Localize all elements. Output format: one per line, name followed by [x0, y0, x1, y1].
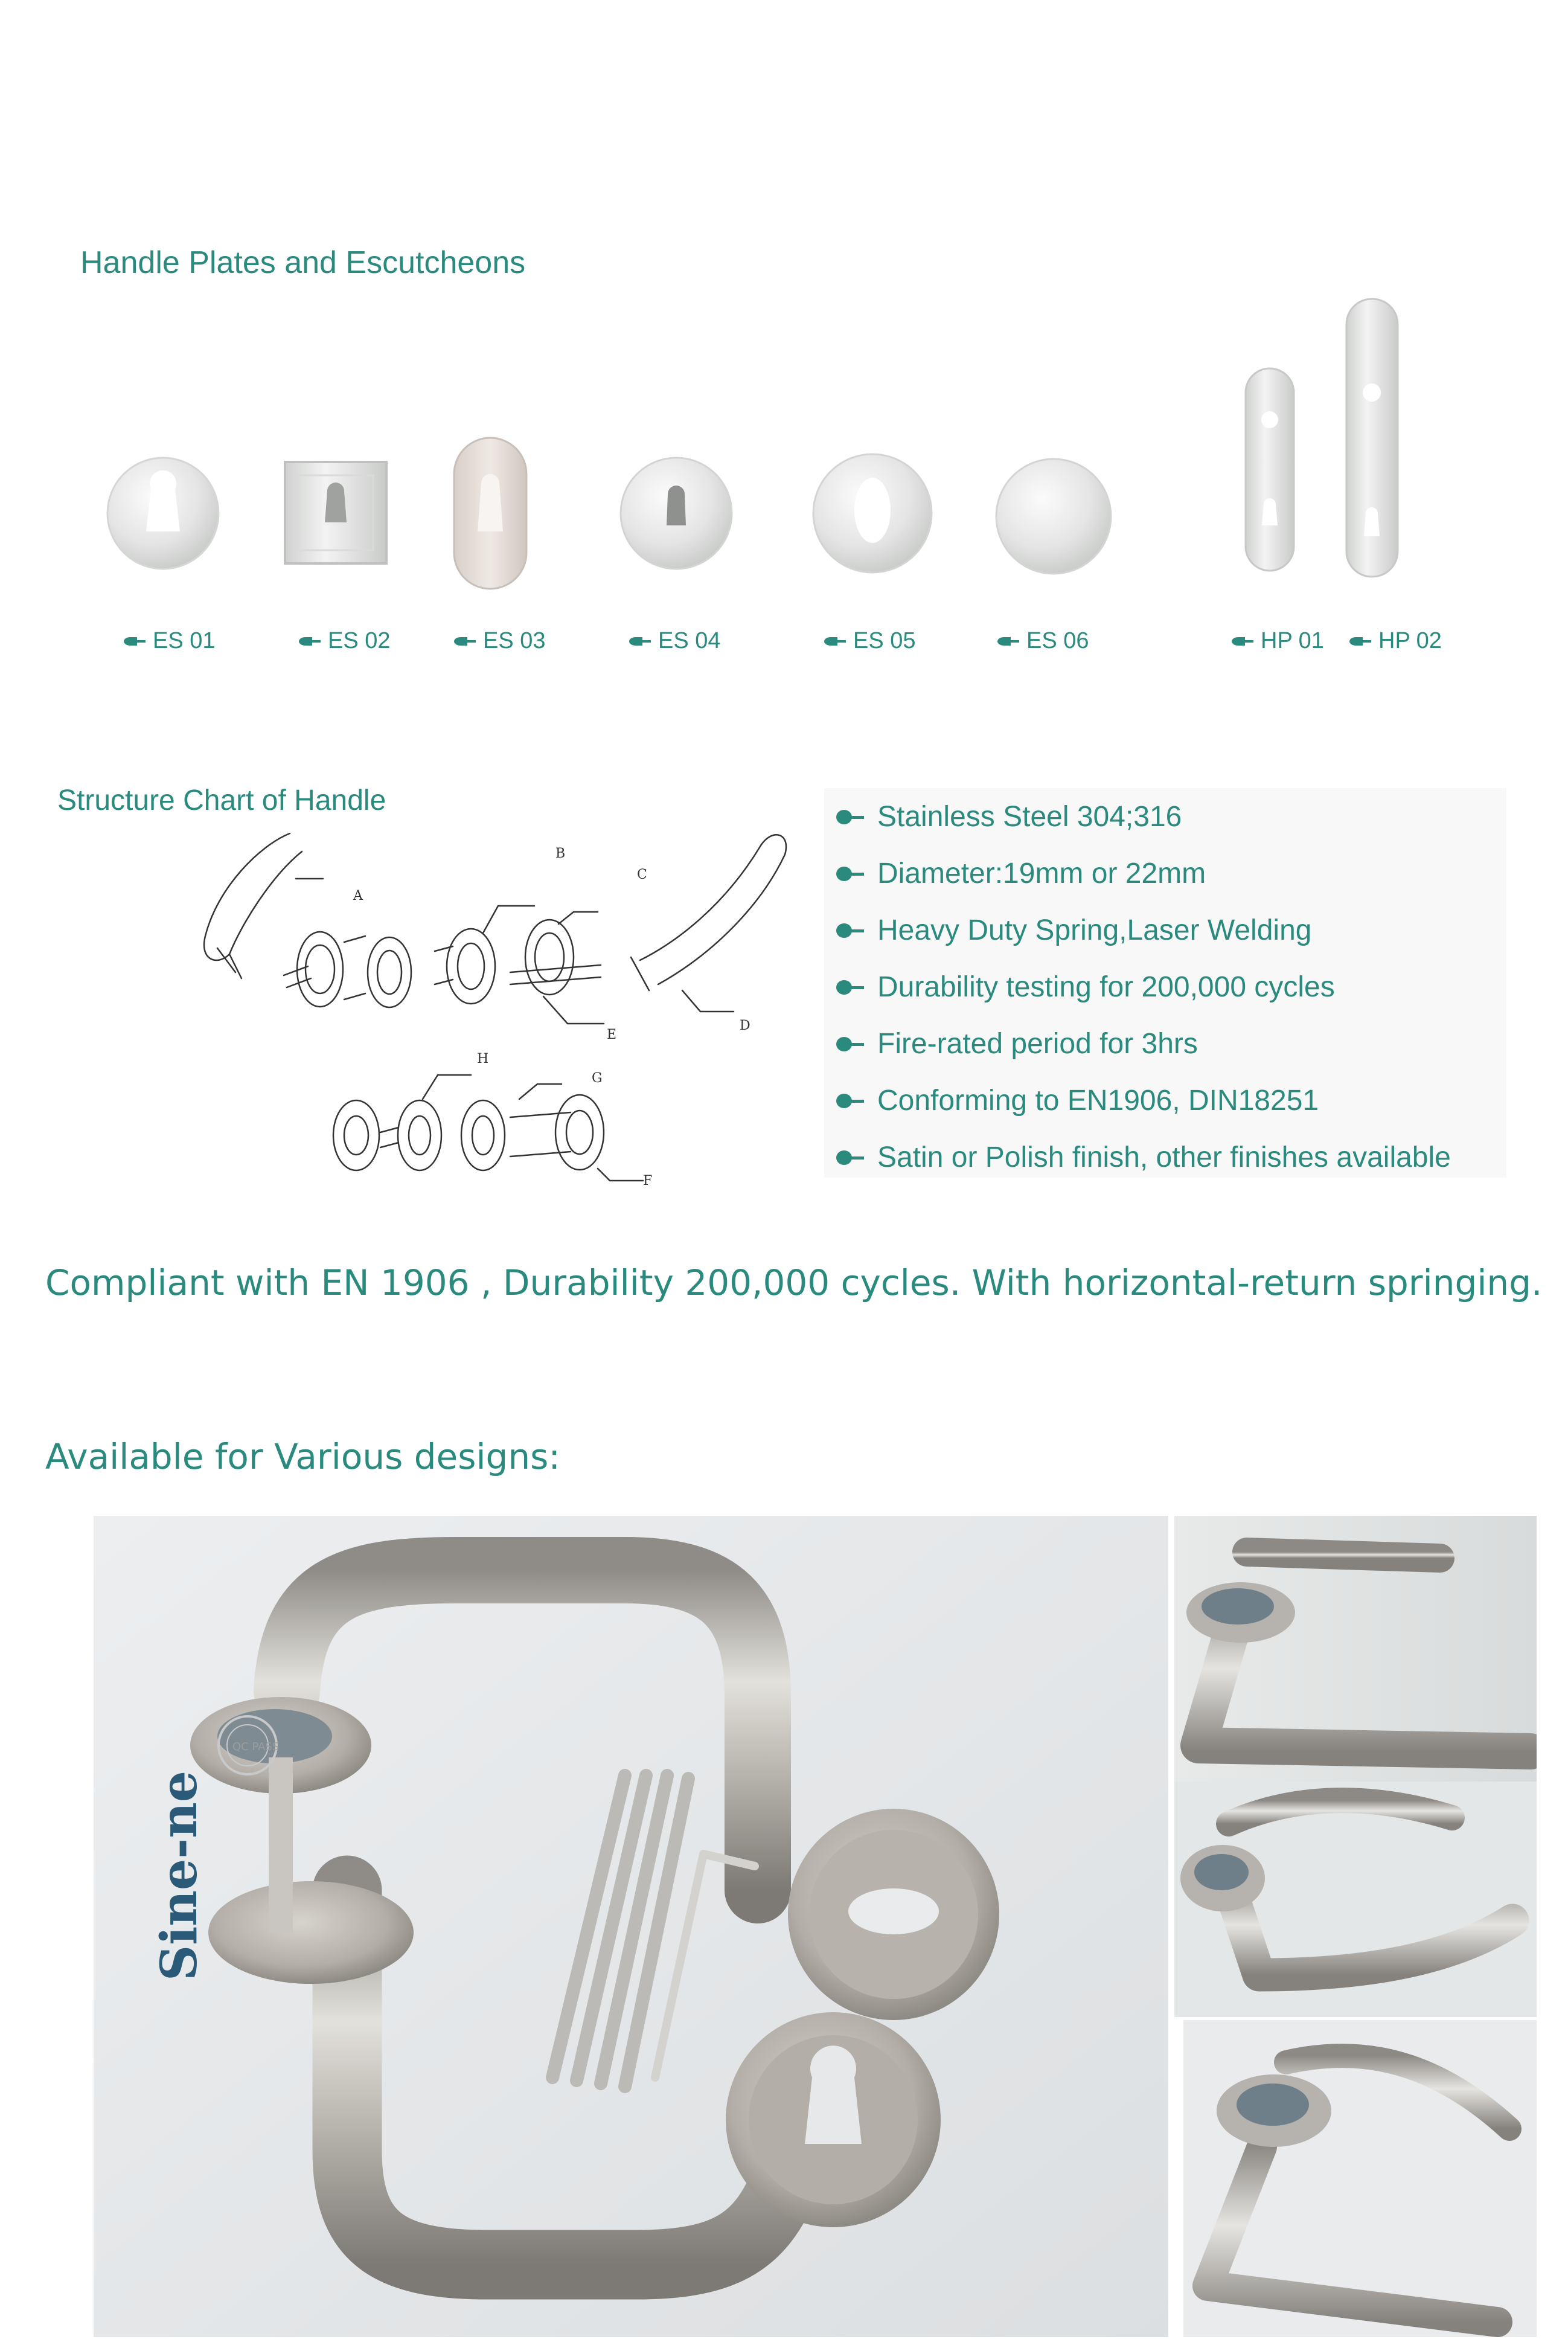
svg-text:QC PASS: QC PASS — [232, 1740, 280, 1753]
structure-chart-diagram — [181, 821, 827, 1190]
section-title-structure: Structure Chart of Handle — [57, 784, 386, 816]
arrow-bullet-icon — [629, 635, 651, 648]
bullet-arrow-icon — [836, 922, 865, 940]
escutcheon-label-es02: ES 02 — [299, 628, 391, 654]
feature-item: Heavy Duty Spring,Laser Welding — [836, 914, 1311, 947]
designs-heading: Available for Various designs: — [45, 1436, 560, 1477]
bullet-arrow-icon — [836, 978, 865, 996]
feature-item: Diameter:19mm or 22mm — [836, 857, 1206, 890]
feature-item: Satin or Polish finish, other finishes available — [836, 1141, 1451, 1174]
handle-plate-hp02 — [1346, 299, 1398, 577]
escutcheon-label-es01: ES 01 — [124, 628, 216, 654]
bullet-arrow-icon — [836, 1149, 865, 1167]
section-title-escutcheons: Handle Plates and Escutcheons — [80, 245, 526, 280]
part-label-b: B — [555, 846, 566, 861]
part-label-d: D — [740, 1018, 750, 1033]
escutcheon-es03 — [454, 438, 526, 589]
photo-escutcheon-upper — [788, 1809, 999, 2020]
escutcheon-es01 — [107, 458, 219, 569]
side-photo-curved-lever — [1174, 1782, 1537, 2017]
escutcheon-label-es03: ES 03 — [454, 628, 546, 654]
escutcheon-es05 — [813, 454, 932, 573]
bullet-arrow-icon — [836, 865, 865, 883]
bullet-arrow-icon — [836, 808, 865, 826]
escutcheon-label-es04: ES 04 — [629, 628, 721, 654]
arrow-bullet-icon — [299, 635, 321, 648]
part-label-a: A — [353, 888, 363, 903]
part-label-e: E — [607, 1027, 617, 1042]
escutcheon-es04 — [621, 458, 732, 569]
part-label-g: G — [592, 1071, 603, 1086]
bullet-arrow-icon — [836, 1035, 865, 1053]
arrow-bullet-icon — [997, 635, 1019, 648]
handle-plate-label-hp01: HP 01 — [1232, 628, 1324, 654]
handle-plate-hp01 — [1246, 368, 1294, 571]
brand-logo — [150, 1771, 208, 1981]
part-label-c: C — [637, 867, 647, 882]
escutcheon-es02 — [285, 462, 386, 563]
escutcheon-es06 — [996, 459, 1111, 574]
main-product-photo — [94, 1516, 1168, 2337]
handle-plate-label-hp02: HP 02 — [1349, 628, 1442, 654]
svg-text:Sine-ne: Sine-ne — [150, 1771, 208, 1981]
compliance-text: Compliant with EN 1906 , Durability 200,000 cycles. With horizontal-return springing. — [45, 1262, 1543, 1303]
arrow-bullet-icon — [124, 635, 146, 648]
bullet-arrow-icon — [836, 1092, 865, 1110]
part-label-f: F — [643, 1173, 653, 1189]
part-label-h: H — [477, 1051, 489, 1067]
escutcheon-label-es06: ES 06 — [997, 628, 1089, 654]
arrow-bullet-icon — [1349, 635, 1371, 648]
side-photo-straight-lever — [1174, 1516, 1537, 1782]
arrow-bullet-icon — [1232, 635, 1253, 648]
arrow-bullet-icon — [824, 635, 846, 648]
photo-escutcheon-lower — [726, 2012, 941, 2227]
arrow-bullet-icon — [454, 635, 476, 648]
escutcheon-row — [0, 290, 1568, 604]
feature-item: Fire-rated period for 3hrs — [836, 1027, 1198, 1060]
escutcheon-label-es05: ES 05 — [824, 628, 916, 654]
feature-item: Stainless Steel 304;316 — [836, 800, 1182, 833]
feature-item: Durability testing for 200,000 cycles — [836, 970, 1335, 1004]
feature-item: Conforming to EN1906, DIN18251 — [836, 1084, 1319, 1117]
side-photo-tapered-lever — [1183, 2020, 1537, 2337]
